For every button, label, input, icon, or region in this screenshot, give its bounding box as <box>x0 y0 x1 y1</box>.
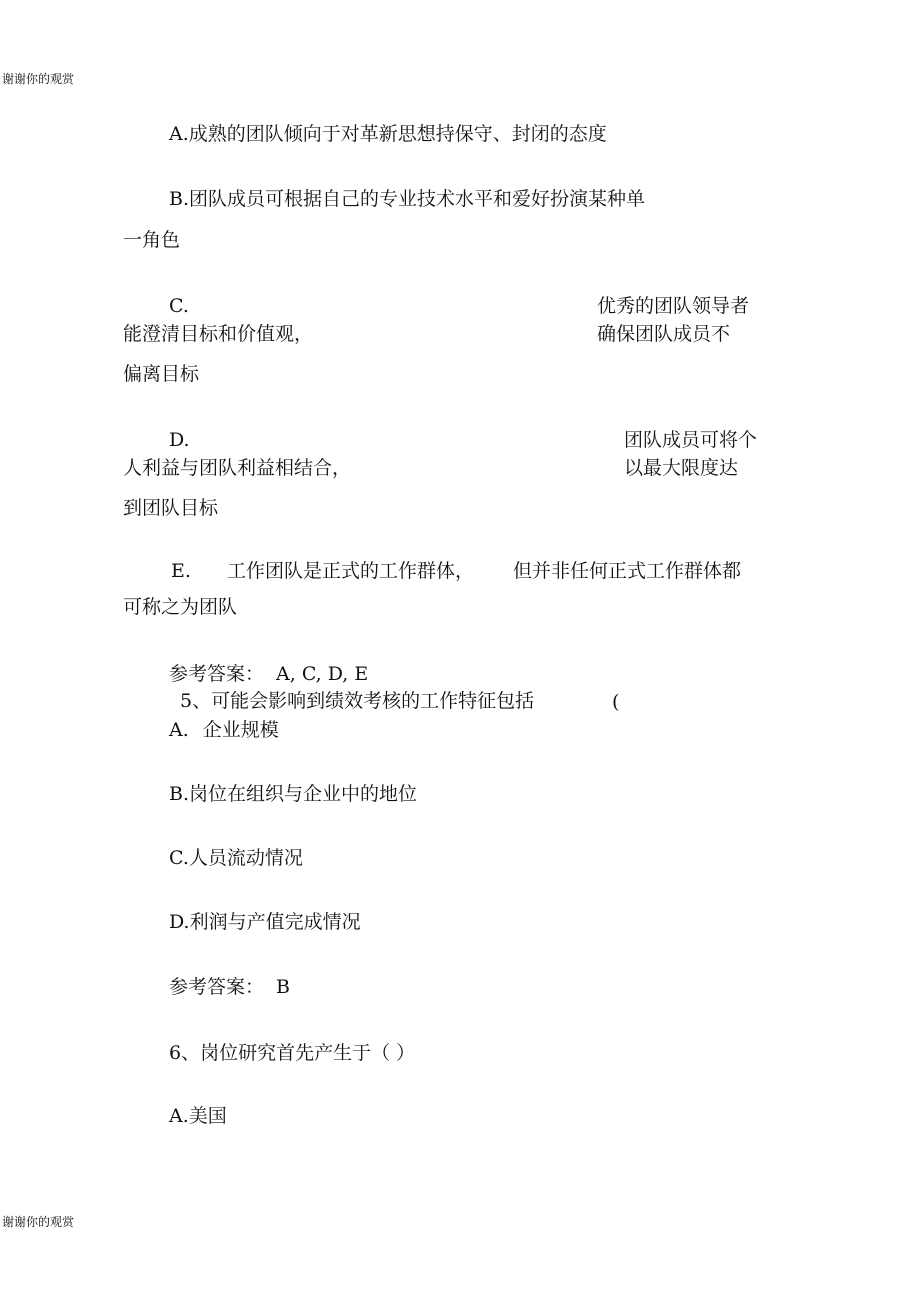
q4-option-e-text2: 但并非任何正式工作群体都 <box>513 560 742 582</box>
answer-label: 参考答案： <box>169 976 265 998</box>
q4-option-c-left2: 能澄清目标和价值观， <box>123 323 314 345</box>
option-text: 企业规模 <box>202 719 279 741</box>
option-label: A. <box>169 719 189 741</box>
q6-question: 6、岗位研究首先产生于（ ） <box>169 1042 416 1064</box>
q5-question-paren: ( <box>612 691 620 713</box>
q4-answer <box>169 662 368 686</box>
option-label: B. <box>169 783 190 805</box>
q4-option-d-cont: 到团队目标 <box>123 497 219 519</box>
q4-option-b <box>169 187 645 211</box>
q6-option-a <box>169 1104 227 1128</box>
q4-option-c-label: C. <box>169 295 189 317</box>
answer-value: B <box>276 976 290 998</box>
option-label: C. <box>169 847 189 869</box>
q5-option-a <box>169 718 279 742</box>
answer-label: 参考答案： <box>169 663 265 685</box>
q4-option-d-left2: 人利益与团队利益相结合， <box>123 457 352 479</box>
option-label: B. <box>169 188 190 210</box>
q4-option-a <box>169 122 607 146</box>
q4-option-c-cont: 偏离目标 <box>123 363 200 385</box>
q4-option-e-cont: 可称之为团队 <box>123 596 238 618</box>
option-text: 人员流动情况 <box>188 847 303 869</box>
option-text: 岗位在组织与企业中的地位 <box>189 783 418 805</box>
option-label: D. <box>169 911 190 933</box>
q5-option-b <box>169 782 417 806</box>
answer-value: A, C, D, E <box>276 663 369 685</box>
q4-option-b-cont: 一角色 <box>123 229 181 251</box>
q4-option-c-right2: 确保团队成员不 <box>597 323 731 345</box>
q4-option-d-right2: 以最大限度达 <box>624 457 739 479</box>
option-label: A. <box>169 123 189 145</box>
q5-answer <box>169 975 290 999</box>
option-text: 团队成员可根据自己的专业技术水平和爱好扮演某种单 <box>189 188 646 210</box>
q4-option-d-label: D. <box>169 429 190 451</box>
option-text: 美国 <box>188 1105 227 1127</box>
q4-option-d-right1: 团队成员可将个 <box>624 429 758 451</box>
page-header: 谢谢你的观赏 <box>2 72 75 86</box>
q4-option-e-label: E. <box>171 560 191 582</box>
q5-question: 5、可能会影响到绩效考核的工作特征包括 <box>180 690 535 712</box>
page-footer: 谢谢你的观赏 <box>2 1215 75 1229</box>
q5-option-d <box>169 910 361 934</box>
q4-option-c-right1: 优秀的团队领导者 <box>597 295 750 317</box>
q4-option-e-text1: 工作团队是正式的工作群体， <box>227 560 475 582</box>
option-text: 成熟的团队倾向于对革新思想持保守、封闭的态度 <box>188 123 607 145</box>
option-text: 利润与产值完成情况 <box>189 911 361 933</box>
option-label: A. <box>169 1105 189 1127</box>
q5-option-c <box>169 846 303 870</box>
